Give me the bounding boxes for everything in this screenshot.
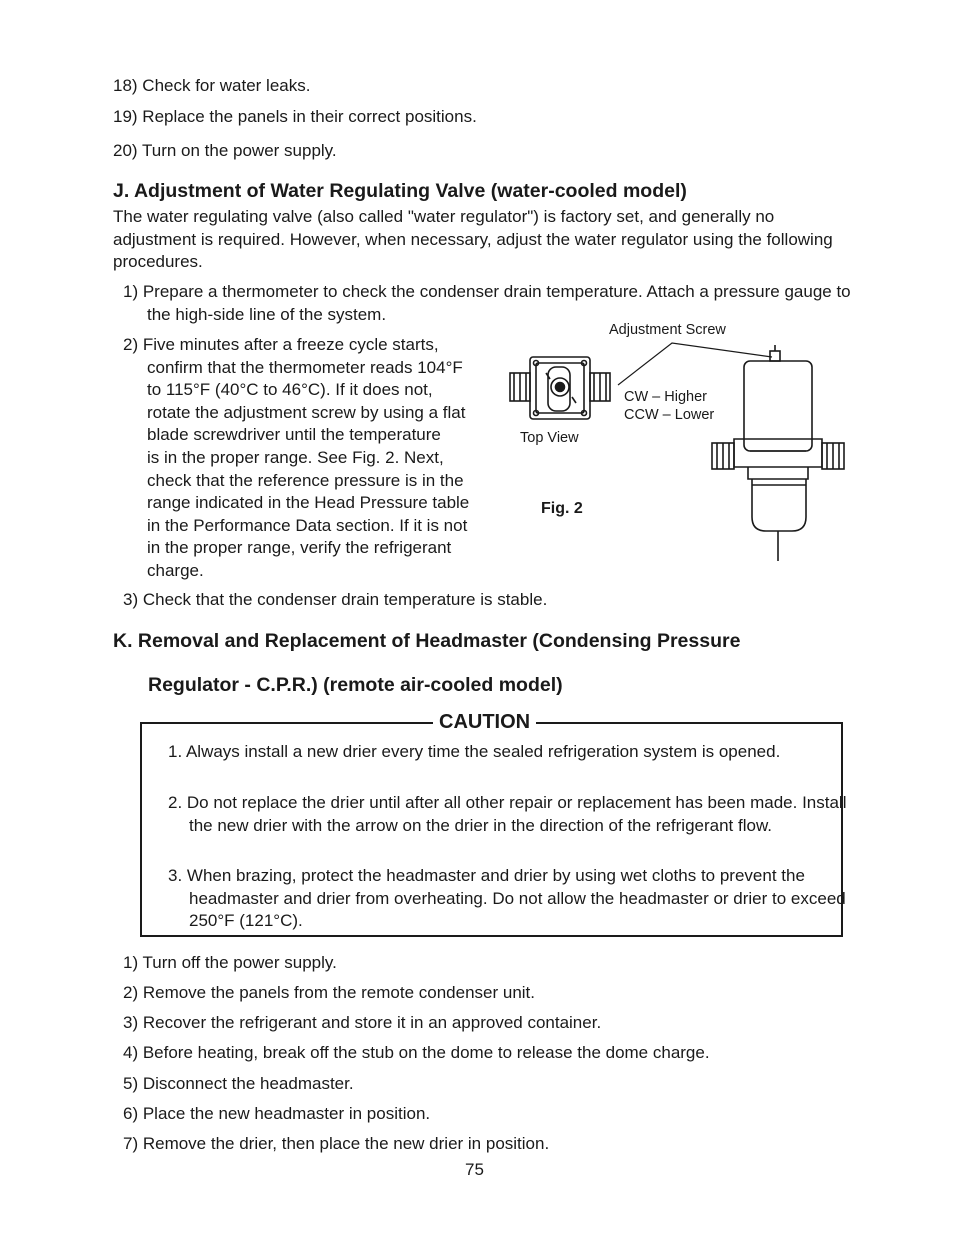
figure-label-top-view: Top View <box>520 430 579 446</box>
side-view-valve <box>712 345 844 561</box>
step-18: 18) Check for water leaks. <box>113 76 311 95</box>
section-k-heading-line-2: Regulator - C.P.R.) (remote air-cooled model) <box>148 674 563 696</box>
step-2-line: confirm that the thermometer reads 104°F <box>147 357 463 377</box>
step-2-line: in the proper range, verify the refrigerant <box>147 538 452 558</box>
section-j-heading: J. Adjustment of Water Regulating Valve (water-cooled model) <box>113 180 687 202</box>
k-step-3: 3) Recover the refrigerant and store it in an approved container. <box>123 1013 602 1032</box>
k-step-7: 7) Remove the drier, then place the new drier in position. <box>123 1134 550 1153</box>
valve-illustration <box>500 335 860 570</box>
figure-label-cw: CW – Higher <box>624 389 707 405</box>
step-2-line: check that the reference pressure is in the <box>147 470 464 490</box>
k-step-5: 5) Disconnect the headmaster. <box>123 1074 354 1093</box>
caution-item-1: 1. Always install a new drier every time the sealed refrigeration system is opened. <box>168 742 781 761</box>
step-2-line: 2) Five minutes after a freeze cycle starts, <box>123 335 439 354</box>
step-2-line: charge. <box>147 560 204 580</box>
section-j-intro: The water regulating valve (also called "water regulator") is factory set, and generally no adjustment is required. However, when necessary, adjust the water regulator using the following procedures. <box>113 207 833 272</box>
step-2-line: blade screwdriver until the temperature <box>147 425 441 445</box>
step-2-line: in the Performance Data section. If it is not <box>147 515 468 535</box>
k-step-1: 1) Turn off the power supply. <box>123 953 337 972</box>
section-j-step-1: 1) Prepare a thermometer to check the condenser drain temperature. Attach a pressure gauge to the high-side line of the system. <box>123 282 851 324</box>
step-2-line: rotate the adjustment screw by using a flat <box>147 402 466 422</box>
section-k-heading-line-1: K. Removal and Replacement of Headmaster (Condensing Pressure <box>113 630 741 652</box>
page-number: 75 <box>465 1160 484 1179</box>
k-step-2: 2) Remove the panels from the remote condenser unit. <box>123 983 535 1002</box>
caution-title: CAUTION <box>433 710 536 734</box>
step-20: 20) Turn on the power supply. <box>113 141 337 160</box>
step-2-line: range indicated in the Head Pressure table <box>147 493 470 513</box>
top-view-valve <box>510 357 610 419</box>
k-step-4: 4) Before heating, break off the stub on the dome to release the dome charge. <box>123 1043 710 1062</box>
section-j-step-2 <box>123 334 513 583</box>
leader-line <box>618 343 772 385</box>
step-2-line: to 115°F (40°C to 46°C). If it does not, <box>147 380 433 400</box>
caution-item-3: 3. When brazing, protect the headmaster and drier by using wet cloths to prevent the headmaster and drier from overheating. Do not allow the headmaster or drier to exceed 250°F (121°C). <box>168 866 846 931</box>
figure-label-adjustment-screw: Adjustment Screw <box>609 322 726 338</box>
figure-label-ccw: CCW – Lower <box>624 407 715 423</box>
section-j-step-3: 3) Check that the condenser drain temperature is stable. <box>123 590 548 609</box>
figure-caption: Fig. 2 <box>541 500 583 517</box>
caution-item-2: 2. Do not replace the drier until after all other repair or replacement has been made. Install the new drier with the arrow on the drier in the direction of the refrigerant flow. <box>168 793 847 835</box>
step-2-line: is in the proper range. See Fig. 2. Next, <box>147 447 444 467</box>
step-19: 19) Replace the panels in their correct positions. <box>113 107 477 126</box>
k-step-6: 6) Place the new headmaster in position. <box>123 1104 431 1123</box>
